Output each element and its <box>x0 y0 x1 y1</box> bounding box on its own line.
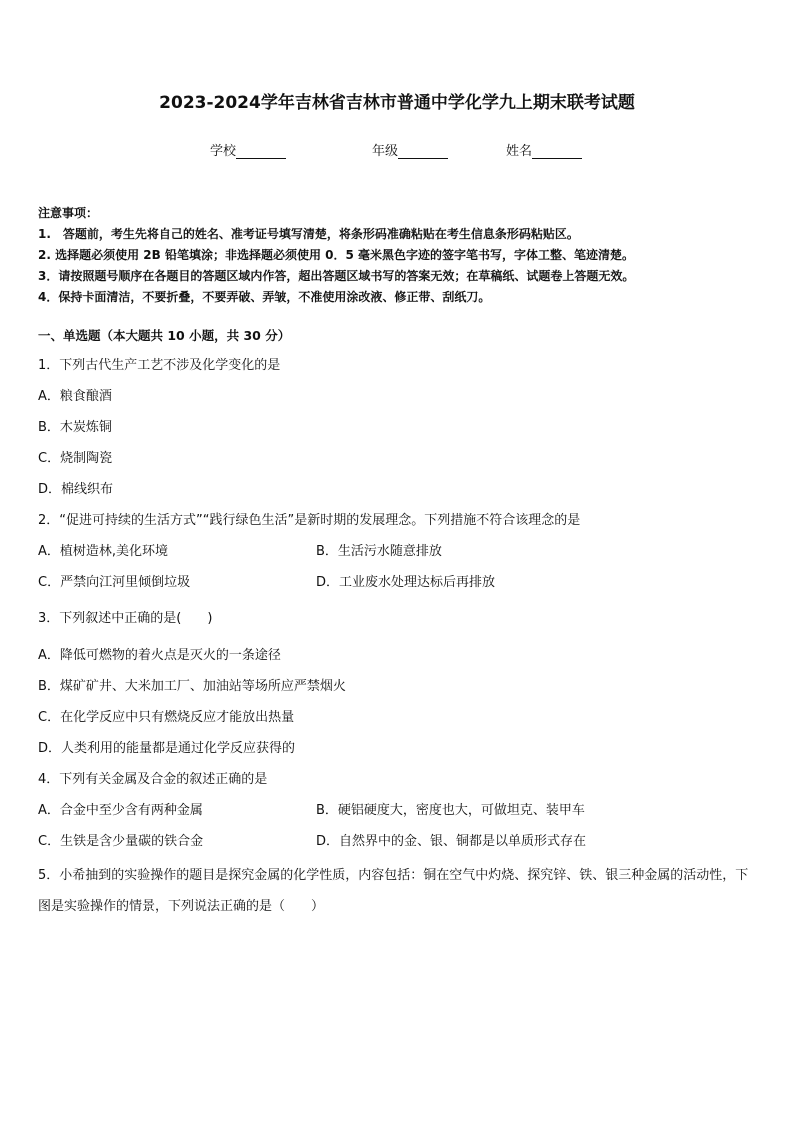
question-4-stem: 4．下列有关金属及合金的叙述正确的是 <box>38 772 268 787</box>
question-3-stem: 3．下列叙述中正确的是( ) <box>38 611 213 626</box>
notice-section <box>38 203 768 308</box>
exam-title: 2023-2024学年吉林省吉林市普通中学化学九上期末联考试题 <box>159 93 635 113</box>
name-label: 姓名 <box>506 144 533 159</box>
question-2-option-b[interactable]: B．生活污水随意排放 <box>316 544 442 559</box>
notice-heading: 注意事项： <box>38 206 99 220</box>
question-2-option-c[interactable]: C．严禁向江河里倾倒垃圾 <box>38 575 191 590</box>
notice-item: 1. 答题前，考生先将自己的姓名、准考证号填写清楚，将条形码准确粘贴在考生信息条形码粘贴区。 <box>38 227 579 241</box>
question-2-option-a[interactable]: A．植树造林,美化环境 <box>38 544 169 559</box>
section-heading: 一、单选题（本大题共 10 小题，共 30 分） <box>38 328 291 343</box>
question-4-option-c[interactable]: C．生铁是含少量碳的铁合金 <box>38 834 204 849</box>
grade-field[interactable] <box>372 140 448 159</box>
question-1-stem: 1．下列古代生产工艺不涉及化学变化的是 <box>38 358 281 373</box>
question-4-option-d[interactable]: D．自然界中的金、银、铜都是以单质形式存在 <box>316 834 587 849</box>
question-1-option-a[interactable]: A．粮食酿酒 <box>38 389 112 404</box>
question-1-option-b[interactable]: B．木炭炼铜 <box>38 420 112 435</box>
question-3-option-a[interactable]: A．降低可燃物的着火点是灭火的一条途径 <box>38 648 281 663</box>
question-3-option-b[interactable]: B．煤矿矿井、大米加工厂、加油站等场所应严禁烟火 <box>38 679 346 694</box>
question-2-stem: 2．“促进可持续的生活方式”“践行绿色生活”是新时期的发展理念。下列措施不符合该理念的是 <box>38 513 581 528</box>
school-blank[interactable] <box>236 145 286 159</box>
name-field[interactable] <box>506 140 582 159</box>
notice-item: 4．保持卡面清洁，不要折叠，不要弄破、弄皱，不准使用涂改液、修正带、刮纸刀。 <box>38 290 491 304</box>
question-3-option-d[interactable]: D．人类利用的能量都是通过化学反应获得的 <box>38 741 296 756</box>
question-1-option-d[interactable]: D．棉线织布 <box>38 482 114 497</box>
grade-blank[interactable] <box>398 145 448 159</box>
notice-item: 3．请按照题号顺序在各题目的答题区域内作答，超出答题区域书写的答案无效；在草稿纸、试题卷上答题无效。 <box>38 269 635 283</box>
name-blank[interactable] <box>532 145 582 159</box>
school-label: 学校 <box>210 144 237 159</box>
question-5-stem: 5．小希抽到的实验操作的题目是探究金属的化学性质，内容包括：铜在空气中灼烧、探究锌、铁、银三种金属的活动性，下图是实验操作的情景，下列说法正确的是（ ） <box>38 868 749 914</box>
notice-item: 2. 选择题必须使用 2B 铅笔填涂；非选择题必须使用 0．5 毫米黑色字迹的签字笔书写，字体工整、笔迹清楚。 <box>38 248 634 262</box>
question-4-option-b[interactable]: B．硬铝硬度大，密度也大，可做坦克、装甲车 <box>316 803 585 818</box>
question-4-option-a[interactable]: A．合金中至少含有两种金属 <box>38 803 203 818</box>
question-2-option-d[interactable]: D．工业废水处理达标后再排放 <box>316 575 496 590</box>
question-3-option-c[interactable]: C．在化学反应中只有燃烧反应才能放出热量 <box>38 710 295 725</box>
question-1-option-c[interactable]: C．烧制陶瓷 <box>38 451 113 466</box>
school-field[interactable] <box>210 140 286 159</box>
grade-label: 年级 <box>372 144 399 159</box>
